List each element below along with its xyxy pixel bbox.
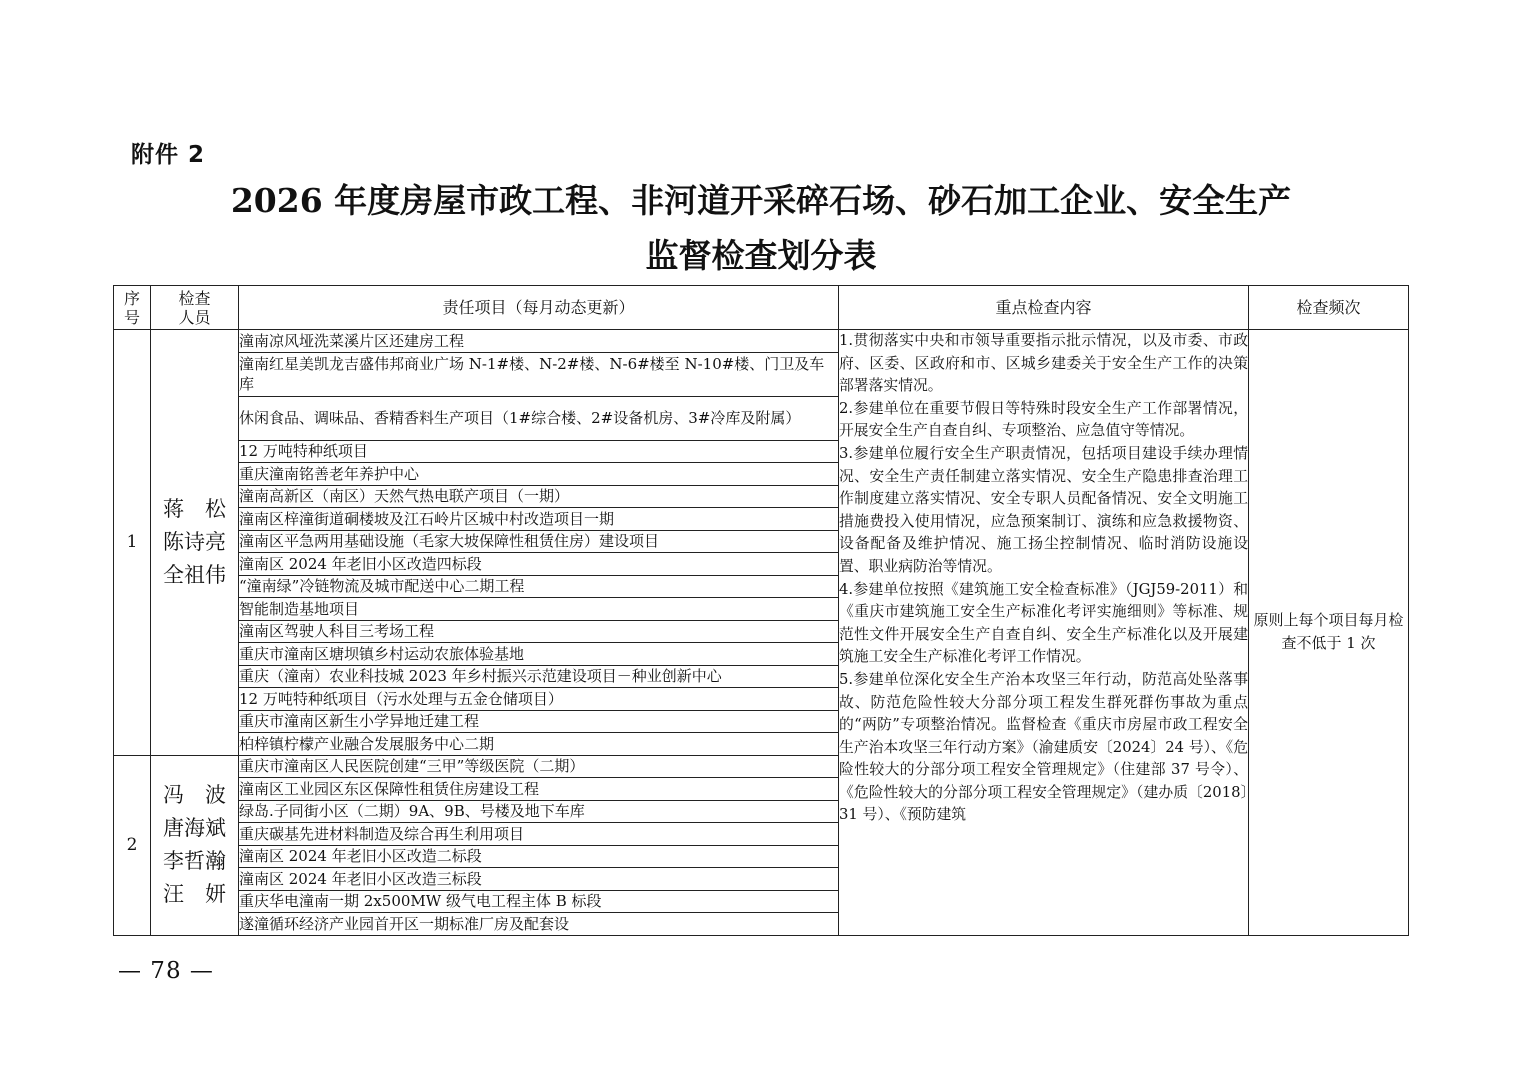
content-item: 1.贯彻落实中央和市领导重要指示批示情况，以及市委、市政府、区委、区政府和市、区城乡建委关于安全生产工作的决策部署落实情况。 [839,332,1248,395]
inspector-name: 全祖伟 [163,562,226,587]
group-2-seq: 2 [114,755,151,935]
header-content: 重点检查内容 [839,286,1249,330]
header-projects: 责任项目（每月动态更新） [239,286,839,330]
inspector-name: 李哲瀚 [163,849,226,873]
project-cell: 重庆潼南铭善老年养护中心 [239,463,839,486]
project-cell: 12 万吨特种纸项目 [239,440,839,463]
header-seq [114,286,151,330]
content-item: 4.参建单位按照《建筑施工安全检查标准》（JGJ59-2011）和《重庆市建筑施工安全生产标准化考评实施细则》等标准、规范性文件开展安全生产自查自纠、安全生产标准化以及开展建筑施工安全生产标准化考评工作情况。 [839,580,1248,666]
group-1-inspectors [151,330,239,756]
header-seq-line-2: 号 [123,307,140,327]
project-cell: 潼南高新区（南区）天然气热电联产项目（一期） [239,485,839,508]
project-cell: 潼南区 2024 年老旧小区改造二标段 [239,845,839,868]
project-cell: 柏梓镇柠檬产业融合发展服务中心二期 [239,733,839,756]
project-cell: 智能制造基地项目 [239,598,839,621]
content-item: 5.参建单位深化安全生产治本攻坚三年行动，防范高处坠落事故、防范危险性较大分部分项工程发生群死群伤事故为重点的“两防”专项整治情况。监督检查《重庆市房屋市政工程安全生产治本攻坚三年行动方案》（渝建质安〔2024〕24 号）、《危险性较大的分部分项工程安全管理规定》（住建部 37 号令）、《危险性较大的分部分项工程安全管理规定》（建办质〔2018〕31 号）、《预防建筑 [839,670,1248,824]
inspector-name: 蒋 松 [163,496,226,521]
table-header-row [114,286,1409,330]
table-row [114,330,1409,353]
key-inspection-content [839,330,1249,936]
project-cell: 潼南区驾驶人科目三考场工程 [239,620,839,643]
key-inspection-content-text [839,330,1248,913]
header-inspectors [151,286,239,330]
project-cell: 遂潼循环经济产业园首开区一期标准厂房及配套设 [239,913,839,936]
project-cell: 重庆碳基先进材料制造及综合再生利用项目 [239,823,839,846]
project-cell: 潼南区工业园区东区保障性租赁住房建设工程 [239,778,839,801]
project-cell: 潼南区平急两用基础设施（毛家大坡保障性租赁住房）建设项目 [239,530,839,553]
project-cell: 重庆市潼南区人民医院创建“三甲”等级医院（二期） [239,755,839,778]
project-cell: 重庆市潼南区新生小学异地迁建工程 [239,710,839,733]
document-title-line-1: 2026 年度房屋市政工程、非河道开采碎石场、砂石加工企业、安全生产 [230,181,1292,220]
group-1-seq: 1 [114,330,151,756]
project-cell: 休闲食品、调味品、香精香料生产项目（1#综合楼、2#设备机房、3#冷库及附属） [239,396,839,440]
project-cell: “潼南绿”冷链物流及城市配送中心二期工程 [239,575,839,598]
content-item: 2.参建单位在重要节假日等特殊时段安全生产工作部署情况，开展安全生产自查自纠、专项整治、应急值守等情况。 [839,399,1248,440]
header-inspectors-line-1: 检查 [178,288,211,308]
document-title-line-2: 监督检查划分表 [645,236,877,275]
project-cell: 绿岛.子同街小区（二期）9A、9B、号楼及地下车库 [239,800,839,823]
project-cell: 潼南红星美凯龙吉盛伟邦商业广场 N-1#楼、N-2#楼、N-6#楼至 N-10#楼、门卫及车库 [239,352,839,396]
inspection-table [113,285,1409,936]
project-cell: 潼南区梓潼街道硐楼坡及江石岭片区城中村改造项目一期 [239,508,839,531]
attachment-label: 附件 2 [131,142,206,168]
inspector-name: 冯 波 [163,783,226,807]
project-cell: 潼南凉风垭洗菜溪片区还建房工程 [239,330,839,353]
inspector-name: 汪 妍 [163,882,226,906]
header-inspectors-line-2: 人员 [178,307,211,327]
inspection-frequency: 原则上每个项目每月检查不低于 1 次 [1249,330,1409,936]
inspector-name: 陈诗亮 [163,529,226,554]
project-cell: 重庆市潼南区塘坝镇乡村运动农旅体验基地 [239,643,839,666]
project-cell: 潼南区 2024 年老旧小区改造三标段 [239,868,839,891]
header-seq-line-1: 序 [123,288,140,308]
page-number: — 78 — [118,958,214,984]
header-frequency: 检查频次 [1249,286,1409,330]
project-cell: 12 万吨特种纸项目（污水处理与五金仓储项目） [239,688,839,711]
project-cell: 重庆（潼南）农业科技城 2023 年乡村振兴示范建设项目－种业创新中心 [239,665,839,688]
content-item: 3.参建单位履行安全生产职责情况，包括项目建设手续办理情况、安全生产责任制建立落实情况、安全生产隐患排查治理工作制度建立落实情况、安全专职人员配备情况、安全文明施工措施费投入使用情况，应急预案制订、演练和应急救援物资、设备配备及维护情况、施工扬尘控制情况、临时消防设施设置、职业病防治等情况。 [839,444,1248,575]
group-2-inspectors [151,755,239,935]
inspector-name: 唐海斌 [163,816,226,840]
project-cell: 潼南区 2024 年老旧小区改造四标段 [239,553,839,576]
project-cell: 重庆华电潼南一期 2x500MW 级气电工程主体 B 标段 [239,890,839,913]
